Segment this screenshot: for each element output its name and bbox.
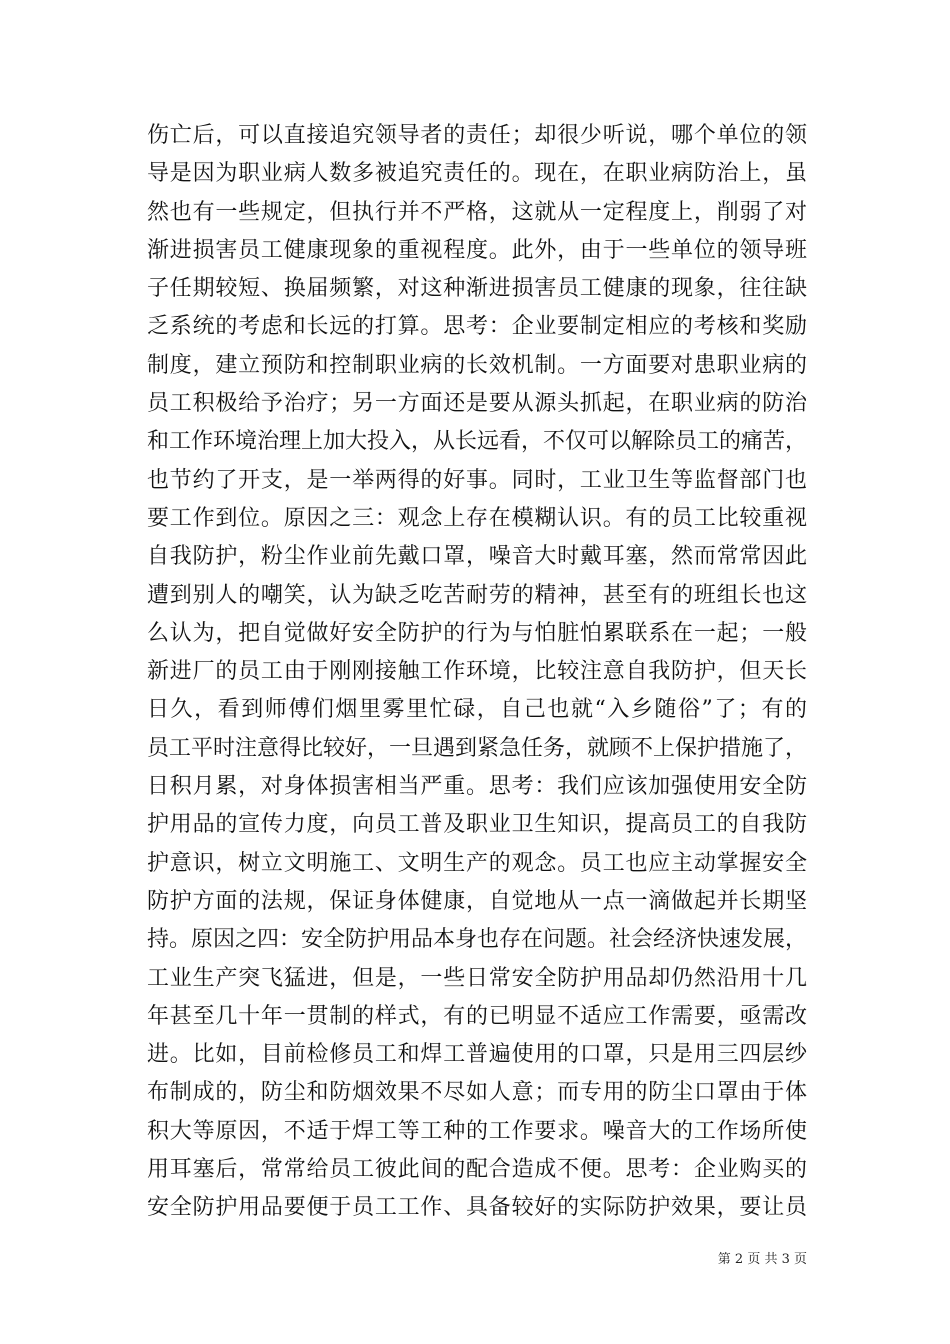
text-line: 防护方面的法规，保证身体健康，自觉地从一点一滴做起并长期坚: [147, 888, 807, 914]
text-line: 用耳塞后，常常给员工彼此间的配合造成不便。思考：企业购买的: [147, 1157, 807, 1183]
text-line: 渐进损害员工健康现象的重视程度。此外，由于一些单位的领导班: [147, 237, 807, 263]
text-line: 么认为，把自觉做好安全防护的行为与怕脏怕累联系在一起；一般: [147, 620, 807, 646]
text-line: 日久，看到师傅们烟里雾里忙碌，自己也就“入乡随俗”了；有的: [147, 697, 807, 723]
text-line: 新进厂的员工由于刚刚接触工作环境，比较注意自我防护，但天长: [147, 659, 807, 685]
text-line: 日积月累，对身体损害相当严重。思考：我们应该加强使用安全防: [147, 774, 807, 800]
text-line: 乏系统的考虑和长远的打算。思考：企业要制定相应的考核和奖励: [147, 314, 807, 340]
text-line: 员工平时注意得比较好，一旦遇到紧急任务，就顾不上保护措施了，: [147, 735, 808, 761]
text-line: 也节约了开支，是一举两得的好事。同时，工业卫生等监督部门也: [147, 467, 807, 493]
text-line: 伤亡后，可以直接追究领导者的责任；却很少听说，哪个单位的领: [147, 123, 807, 148]
text-line: 然也有一些规定，但执行并不严格，这就从一定程度上，削弱了对: [147, 199, 807, 225]
text-line: 进。比如，目前检修员工和焊工普遍使用的口罩，只是用三四层纱: [147, 1042, 807, 1068]
text-line: 导是因为职业病人数多被追究责任的。现在，在职业病防治上，虽: [147, 161, 807, 187]
page-number-footer: 第 2 页 共 3 页: [717, 1252, 807, 1267]
text-line: 布制成的，防尘和防烟效果不尽如人意；而专用的防尘口罩由于体: [147, 1080, 807, 1106]
text-line: 护意识，树立文明施工、文明生产的观念。员工也应主动掌握安全: [147, 850, 807, 876]
text-line: 工业生产突飞猛进，但是，一些日常安全防护用品却仍然沿用十几: [147, 965, 807, 991]
text-line: 持。原因之四：安全防护用品本身也存在问题。社会经济快速发展，: [147, 927, 808, 953]
text-line: 遭到别人的嘲笑，认为缺乏吃苦耐劳的精神，甚至有的班组长也这: [147, 582, 807, 608]
text-line: 子任期较短、换届频繁，对这种渐进损害员工健康的现象，往往缺: [147, 276, 807, 302]
text-line: 员工积极给予治疗；另一方面还是要从源头抓起，在职业病的防治: [147, 391, 807, 417]
text-line: 安全防护用品要便于员工工作、具备较好的实际防护效果，要让员: [147, 1195, 807, 1221]
text-line: 自我防护，粉尘作业前先戴口罩，噪音大时戴耳塞，然而常常因此: [147, 544, 807, 570]
text-line: 要工作到位。原因之三：观念上存在模糊认识。有的员工比较重视: [147, 505, 807, 531]
text-line: 制度，建立预防和控制职业病的长效机制。一方面要对患职业病的: [147, 352, 807, 378]
text-line: 护用品的宣传力度，向员工普及职业卫生知识，提高员工的自我防: [147, 812, 807, 838]
text-line: 年甚至几十年一贯制的样式，有的已明显不适应工作需要，亟需改: [147, 1003, 807, 1029]
text-line: 和工作环境治理上加大投入，从长远看，不仅可以解除员工的痛苦，: [147, 429, 808, 455]
body-text: [147, 117, 807, 1228]
text-line: 积大等原因，不适于焊工等工种的工作要求。噪音大的工作场所使: [147, 1118, 807, 1144]
